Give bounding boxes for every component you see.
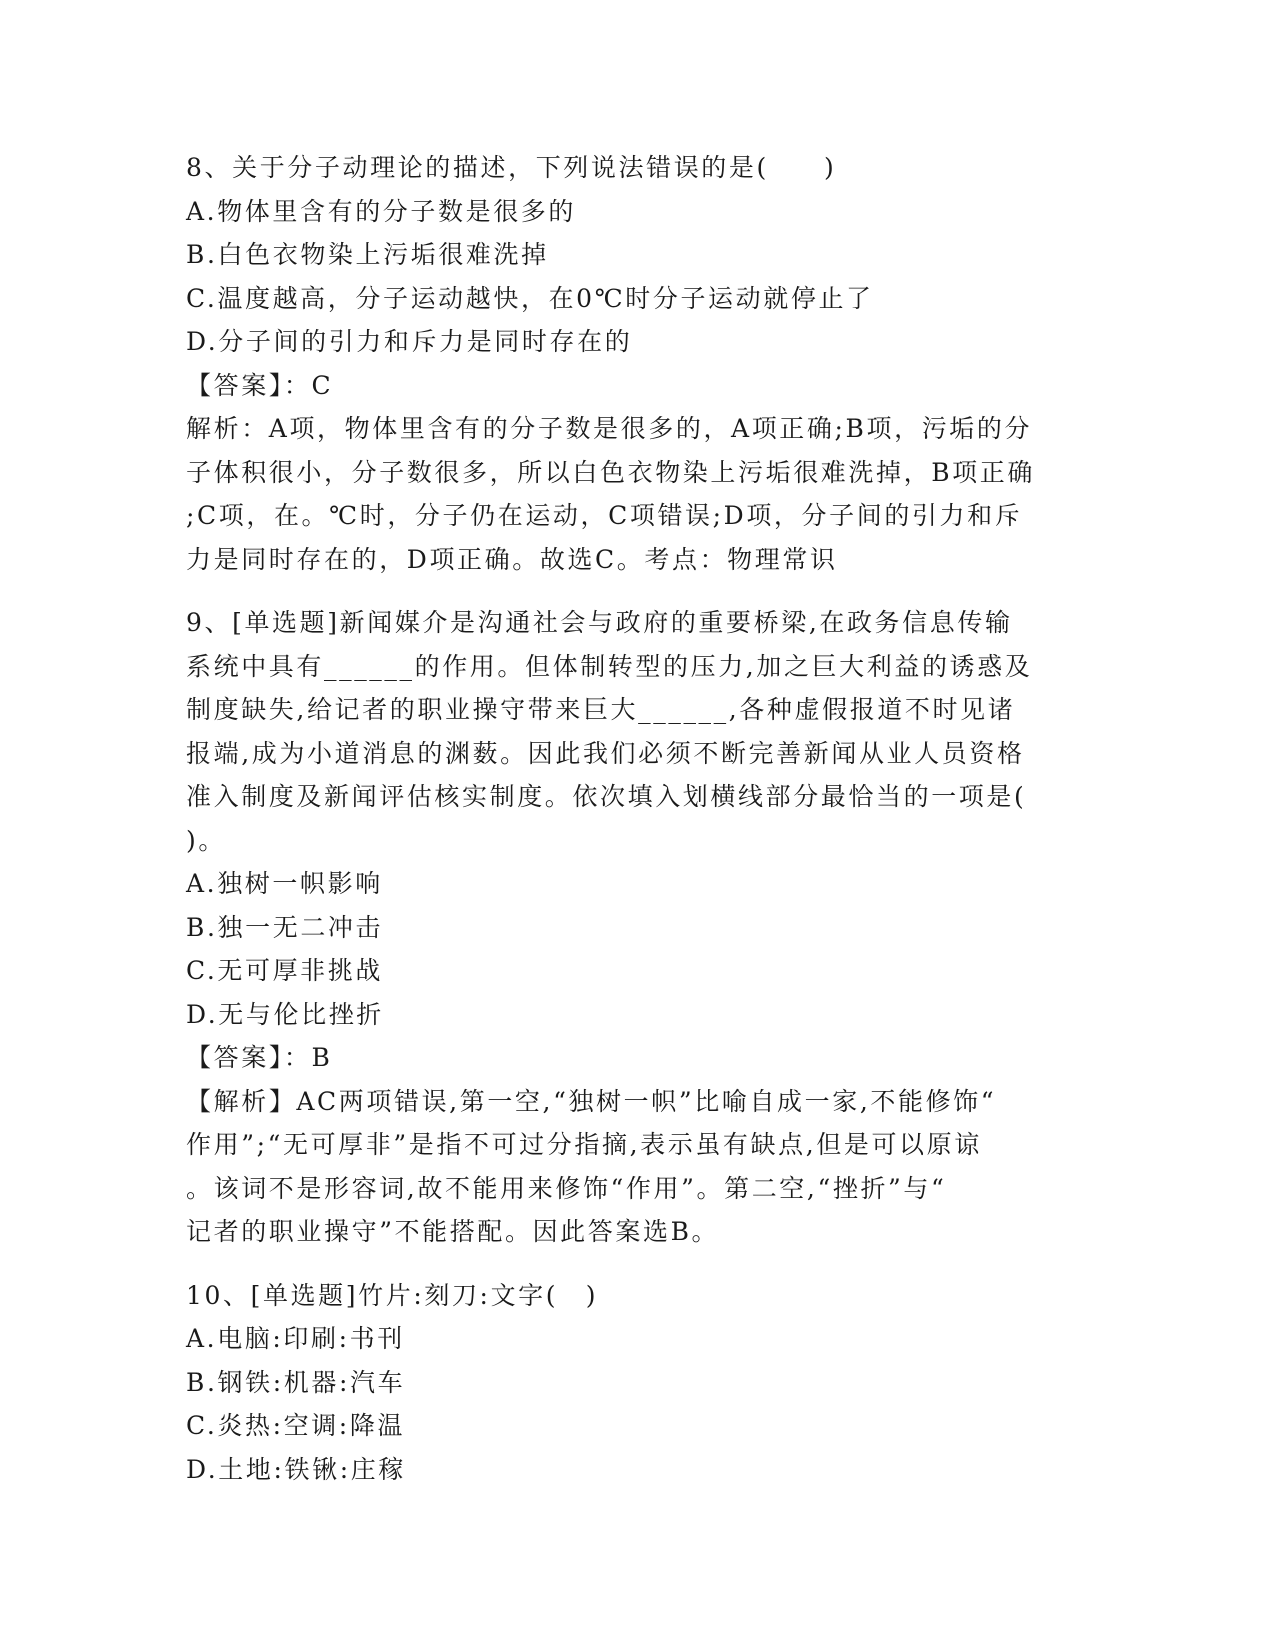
question-stem: )。 <box>186 825 226 855</box>
option-d: D.分子间的引力和斥力是同时存在的 <box>186 327 633 356</box>
option-d: D.土地:铁锹:庄稼 <box>186 1454 406 1484</box>
option-b: B.钢铁:机器:汽车 <box>186 1367 406 1397</box>
explanation-line: 。该词不是形容词,故不能用来修饰“作用”。第二空,“挫折”与“ <box>186 1173 947 1203</box>
option-a: A.独树一帜影响 <box>186 869 383 898</box>
document-page <box>186 146 1086 1491</box>
option-c: C.温度越高，分子运动越快，在0℃时分子运动就停止了 <box>186 283 874 313</box>
question-10 <box>186 1274 1086 1492</box>
question-stem: 报端,成为小道消息的渊薮。因此我们必须不断完善新闻从业人员资格 <box>186 738 1025 768</box>
question-separator <box>186 581 1086 601</box>
answer-line: 【答案】：C <box>186 370 334 400</box>
question-stem: 8、关于分子动理论的描述，下列说法错误的是( ) <box>186 153 837 182</box>
explanation-line: 子体积很小，分子数很多，所以白色衣物染上污垢很难洗掉，B项正确 <box>186 457 1035 487</box>
option-a: A.电脑:印刷:书刊 <box>186 1324 405 1353</box>
explanation-line: 【解析】AC两项错误,第一空,“独树一帜”比喻自成一家,不能修饰“ <box>186 1086 997 1116</box>
question-separator <box>186 1254 1086 1274</box>
answer-line: 【答案】：B <box>186 1043 333 1072</box>
option-b: B.白色衣物染上污垢很难洗掉 <box>186 240 549 269</box>
explanation-line: 记者的职业操守”不能搭配。因此答案选B。 <box>186 1217 720 1246</box>
option-c: C.无可厚非挑战 <box>186 956 383 985</box>
question-8 <box>186 146 1086 581</box>
question-stem: 系统中具有______的作用。但体制转型的压力,加之巨大利益的诱惑及 <box>186 651 1033 681</box>
option-b: B.独一无二冲击 <box>186 912 384 942</box>
explanation-line: 解析：A项，物体里含有的分子数是很多的，A项正确;B项，污垢的分 <box>186 414 1033 443</box>
explanation-line: ;C项，在。℃时，分子仍在运动，C项错误;D项，分子间的引力和斥 <box>186 501 1023 530</box>
question-stem: 制度缺失,给记者的职业操守带来巨大______,各种虚假报道不时见诸 <box>186 695 1016 724</box>
explanation-line: 力是同时存在的，D项正确。故选C。考点：物理常识 <box>186 544 838 574</box>
question-9 <box>186 601 1086 1254</box>
question-stem: 9、[单选题]新闻媒介是沟通社会与政府的重要桥梁,在政务信息传输 <box>186 608 1013 637</box>
question-stem: 准入制度及新闻评估核实制度。依次填入划横线部分最恰当的一项是( <box>186 782 1027 811</box>
option-a: A.物体里含有的分子数是很多的 <box>186 196 577 226</box>
option-d: D.无与伦比挫折 <box>186 999 384 1029</box>
question-stem: 10、[单选题]竹片:刻刀:文字( ) <box>186 1280 599 1310</box>
option-c: C.炎热:空调:降温 <box>186 1411 406 1440</box>
explanation-line: 作用”;“无可厚非”是指不可过分指摘,表示虽有缺点,但是可以原谅 <box>186 1130 982 1159</box>
